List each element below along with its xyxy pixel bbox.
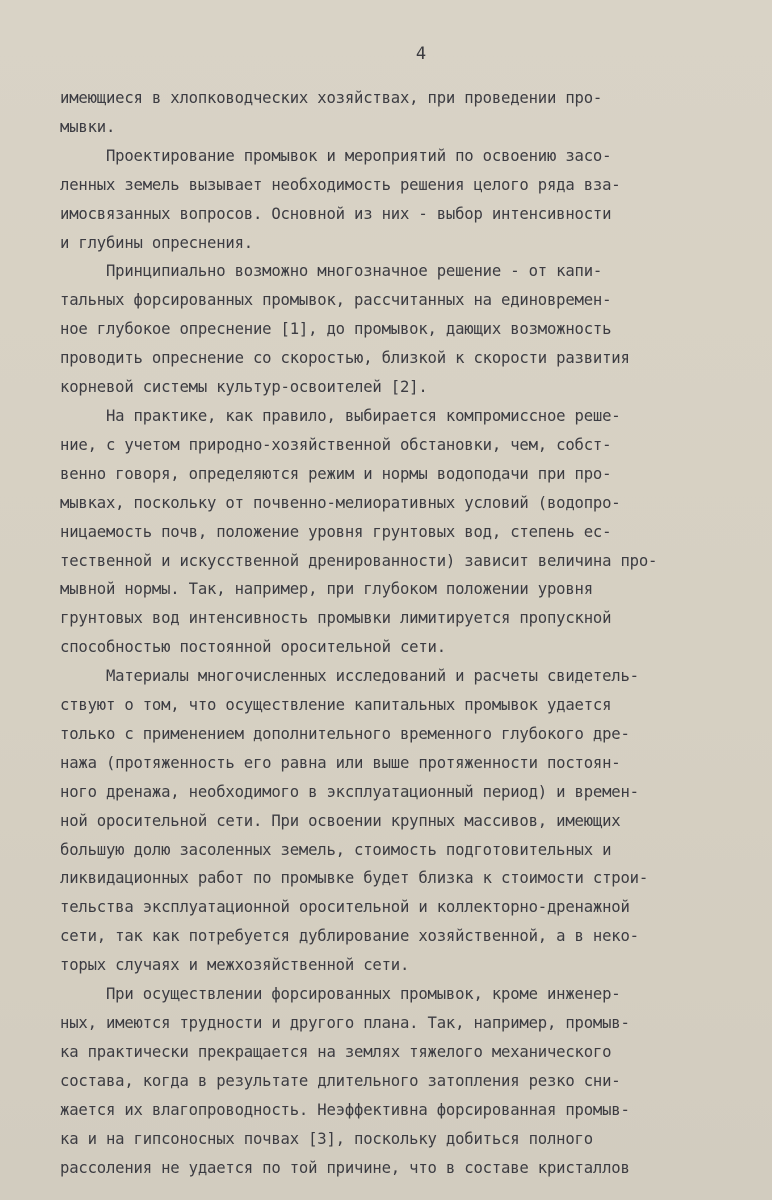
- text-line: ницаемость почв, положение уровня грунтовых вод, степень ес-: [60, 522, 612, 541]
- text-line: ного дренажа, необходимого в эксплуатационный период) и времен-: [60, 782, 639, 801]
- text-line: ленных земель вызывает необходимость решения целого ряда вза-: [60, 175, 621, 194]
- text-line: ликвидационных работ по промывке будет близка к стоимости строи-: [60, 869, 649, 888]
- text-line: На практике, как правило, выбирается компромиссное реше-: [60, 406, 621, 425]
- text-line: только с применением дополнительного временного глубокого дре-: [60, 724, 630, 743]
- text-line: сети, так как потребуется дублирование хозяйственной, а в неко-: [60, 927, 639, 946]
- text-line: грунтовых вод интенсивность промывки лимитируется пропускной: [60, 609, 612, 628]
- text-line: большую долю засоленных земель, стоимость подготовительных и: [60, 840, 612, 859]
- text-line: и глубины опреснения.: [60, 233, 253, 252]
- text-line: При осуществлении форсированных промывок, кроме инженер-: [60, 985, 621, 1004]
- text-line: мывной нормы. Так, например, при глубоком положении уровня: [60, 580, 593, 599]
- text-line: ное глубокое опреснение [1], до промывок, дающих возможность: [60, 320, 612, 339]
- text-line: состава, когда в результате длительного затопления резко сни-: [60, 1071, 621, 1090]
- text-line: имеющиеся в хлопководческих хозяйствах, при проведении про-: [60, 89, 603, 107]
- text-line: рассоления не удается по той причине, что в составе кристаллов: [60, 1158, 630, 1177]
- text-line: Принципиально возможно многозначное решение - от капи-: [60, 262, 603, 281]
- text-line: ствуют о том, что осуществление капитальных промывок удается: [60, 696, 612, 715]
- text-line: Проектирование промывок и мероприятий по освоению засо-: [60, 146, 612, 165]
- text-line: способностью постоянной оросительной сети.: [60, 638, 446, 657]
- text-line: тальных форсированных промывок, рассчитанных на единовремен-: [60, 291, 612, 310]
- text-line: венно говоря, определяются режим и нормы водоподачи при про-: [60, 464, 612, 483]
- text-line: мывках, поскольку от почвенно-мелиоративных условий (водопро-: [60, 493, 621, 512]
- text-line: тественной и искусственной дренированности) зависит величина про-: [60, 551, 658, 570]
- text-line: нажа (протяженность его равна или выше протяженности постоян-: [60, 753, 621, 772]
- text-line: имосвязанных вопросов. Основной из них - выбор интенсивности: [60, 204, 612, 223]
- page-number: 4: [415, 44, 427, 64]
- text-line: тельства эксплуатационной оросительной и коллекторно-дренажной: [60, 898, 630, 917]
- text-line: торых случаях и межхозяйственной сети.: [60, 956, 410, 975]
- text-line: ние, с учетом природно-хозяйственной обстановки, чем, собст-: [60, 435, 612, 454]
- text-line: проводить опреснение со скоростью, близкой к скорости развития: [60, 349, 630, 368]
- text-line: ка практически прекращается на землях тяжелого механического: [60, 1042, 612, 1061]
- text-line: ной оросительной сети. При освоении крупных массивов, имеющих: [60, 811, 621, 830]
- text-line: жается их влагопроводность. Неэффективна форсированная промыв-: [60, 1100, 630, 1119]
- text-line: корневой системы культур-освоителей [2].: [60, 378, 428, 397]
- body-text: [60, 84, 762, 1182]
- text-line: мывки.: [60, 117, 116, 136]
- text-line: Материалы многочисленных исследований и расчеты свидетель-: [60, 667, 639, 686]
- text-line: ка и на гипсоносных почвах [3], поскольку добиться полного: [60, 1129, 593, 1148]
- text-line: ных, имеются трудности и другого плана. Так, например, промыв-: [60, 1014, 630, 1032]
